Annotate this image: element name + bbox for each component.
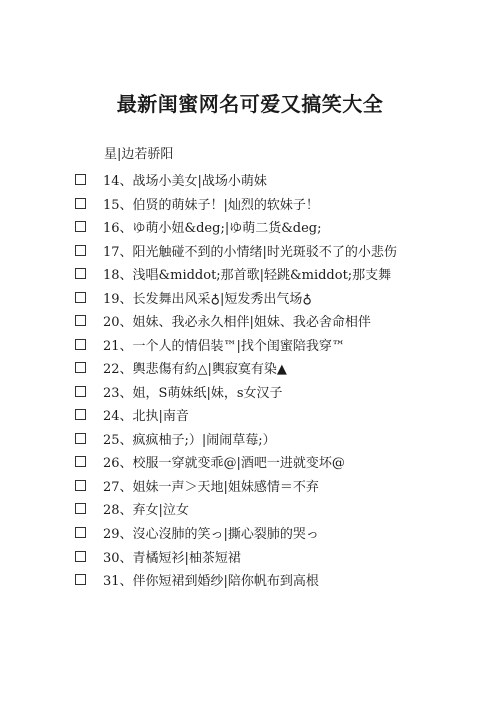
list-item-text: 21、一个人的情侣装™|找个闺蜜陪我穿™ bbox=[103, 338, 345, 354]
list-item-text: 24、北执|南音 bbox=[103, 409, 189, 425]
list-item-text: 27、姐妹一声＞天地|姐妹感情＝不弃 bbox=[103, 479, 319, 495]
list-item-text: 15、伯贤的萌妹子！|灿烈的软妹子！ bbox=[103, 197, 319, 213]
list-item bbox=[0, 521, 500, 545]
intro-line: 星|边若骄阳 bbox=[104, 147, 174, 162]
checkbox-icon[interactable] bbox=[75, 315, 86, 326]
checkbox-icon[interactable] bbox=[75, 456, 86, 467]
list-item-text: 20、姐妹、我必永久相伴|姐妹、我必舍命相伴 bbox=[103, 315, 371, 331]
list-item bbox=[0, 380, 500, 404]
list-item-text: 18、浅唱&middot;那首歌|轻跳&middot;那支舞 bbox=[103, 268, 392, 284]
checkbox-icon[interactable] bbox=[75, 339, 86, 350]
list-item bbox=[0, 286, 500, 310]
list-item bbox=[0, 356, 500, 380]
checkbox-icon[interactable] bbox=[75, 221, 86, 232]
page-title: 最新闺蜜网名可爱又搞笑大全 bbox=[116, 92, 384, 116]
list-item bbox=[0, 239, 500, 263]
list-item bbox=[0, 568, 500, 592]
checkbox-icon[interactable] bbox=[75, 292, 86, 303]
checkbox-icon[interactable] bbox=[75, 480, 86, 491]
list-item bbox=[0, 544, 500, 568]
checkbox-icon[interactable] bbox=[75, 245, 86, 256]
list-item-text: 26、校服一穿就变乖@|酒吧一进就变坏@ bbox=[103, 456, 345, 472]
list-item bbox=[0, 403, 500, 427]
list-item bbox=[0, 474, 500, 498]
list-item-text: 22、輿悲傷有約△|輿寂寞有染▲ bbox=[103, 362, 287, 378]
list-item bbox=[0, 309, 500, 333]
list-item-text: 31、伴你短裙到婚纱|陪你帆布到高根 bbox=[103, 574, 319, 590]
list-item bbox=[0, 262, 500, 286]
list-item-text: 19、长发舞出风采♁|短发秀出气场♁ bbox=[103, 291, 312, 307]
list-item bbox=[0, 168, 500, 192]
list-item bbox=[0, 497, 500, 521]
list-item bbox=[0, 192, 500, 216]
checkbox-icon[interactable] bbox=[75, 362, 86, 373]
list-item-text: 14、战场小美女|战场小萌妹 bbox=[103, 174, 267, 190]
checkbox-icon[interactable] bbox=[75, 574, 86, 585]
list-item bbox=[0, 215, 500, 239]
list-item-text: 28、弃女|泣女 bbox=[103, 503, 189, 519]
checkbox-icon[interactable] bbox=[75, 268, 86, 279]
list-item-text: 16、ゆ萌小妞&deg;|ゆ萌二货&deg; bbox=[103, 221, 322, 237]
list-item bbox=[0, 427, 500, 451]
checkbox-icon[interactable] bbox=[75, 503, 86, 514]
checkbox-icon[interactable] bbox=[75, 551, 86, 562]
list-item-text: 29、沒心沒肺的笑っ|撕心裂肺的哭っ bbox=[103, 526, 319, 542]
list-item bbox=[0, 333, 500, 357]
checkbox-icon[interactable] bbox=[75, 433, 86, 444]
checkbox-icon[interactable] bbox=[75, 527, 86, 538]
checklist bbox=[0, 168, 500, 591]
checkbox-icon[interactable] bbox=[75, 386, 86, 397]
list-item-text: 25、疯疯柚子;）|闹闹草莓;） bbox=[103, 432, 276, 448]
checkbox-icon[interactable] bbox=[75, 174, 86, 185]
list-item bbox=[0, 450, 500, 474]
list-item-text: 30、青橘短衫|柚茶短裙 bbox=[103, 550, 241, 566]
list-item-text: 23、姐，S萌妹纸|妹，s女汉子 bbox=[103, 385, 283, 401]
checkbox-icon[interactable] bbox=[75, 409, 86, 420]
checkbox-icon[interactable] bbox=[75, 198, 86, 209]
list-item-text: 17、阳光触碰不到的小情绪|时光斑驳不了的小悲伤 bbox=[103, 244, 397, 260]
